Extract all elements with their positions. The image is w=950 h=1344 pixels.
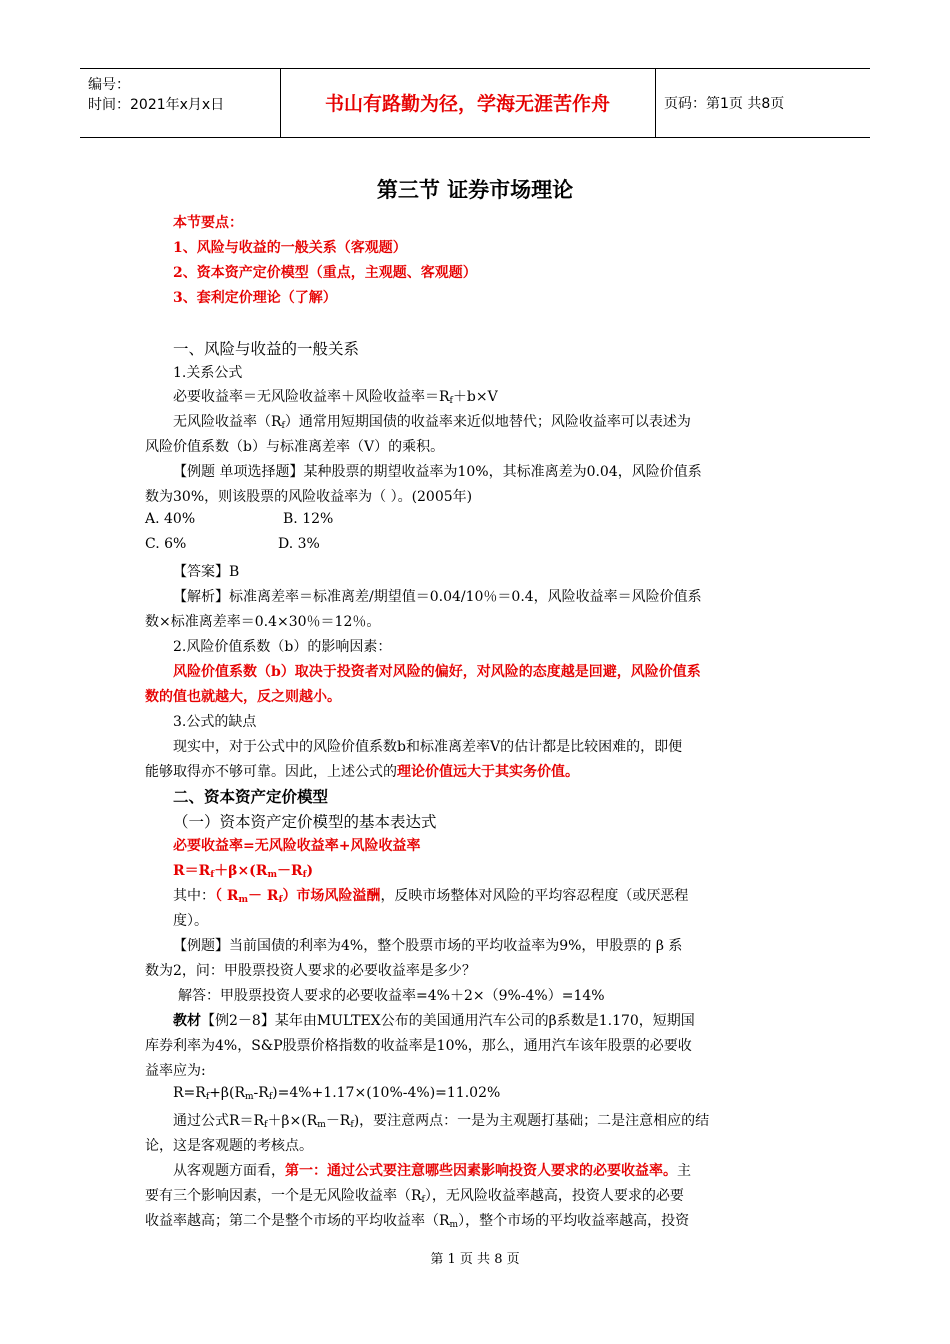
solution-line: 解答：甲股票投资人要求的必要收益率=4%＋2×（9%-4%）=14% <box>178 988 605 1004</box>
explanation-line: 数×标准离差率＝0.4×30％＝12％。 <box>145 614 381 630</box>
example-line: 数为2，问：甲股票投资人要求的必要收益率是多少？ <box>145 963 476 979</box>
paragraph-line: 其中：（ $R_m- R_f$）市场风险溢酬，反映市场整体对风险的平均容忍程度（或厌恶程 <box>173 888 689 905</box>
section-heading: 二、资本资产定价模型 <box>173 787 329 806</box>
formula-text: 必要收益率=无风险收益率+风险收益率 <box>173 838 421 854</box>
header-divider <box>655 69 656 137</box>
section-title: 第三节 证券市场理论 <box>376 178 574 202</box>
section-heading: 一、风险与收益的一般关系 <box>173 340 360 358</box>
highlight-line: 数的值也就越大，反之则越小。 <box>145 689 341 705</box>
paragraph-line: 从客观题方面看，第一：通过公式要注意哪些因素影响投资人要求的必要收益率。主 <box>173 1163 691 1179</box>
example-line: 【例题 单项选择题】某种股票的期望收益率为10%，其标准离差为0.04，风险价值系 <box>173 464 702 480</box>
example-line: 数为30%，则该股票的风险收益率为（ ）。(2005年) <box>145 489 473 505</box>
paragraph-line: 无风险收益率$(R_f)$通常用短期国债的收益率来近似地替代；风险收益率可以表述为 <box>173 414 691 431</box>
motto: 书山有路勤为径，学海无涯苦作舟 <box>324 93 610 115</box>
calculation: $R=R_f+\beta(R_m-R_f)=4\%+1.17\times(10\%-4\%)=11.02\%$ <box>173 1085 501 1102</box>
paragraph-line: 能够取得亦不够可靠。因此，上述公式的理论价值远大于其实务价值。 <box>145 764 579 780</box>
highlight-line: 风险价值系数（b）取决于投资者对风险的偏好，对风险的态度越是回避，风险价值系 <box>173 664 701 680</box>
textbook-example-line: 益率应为: <box>145 1063 206 1079</box>
option-b: B. 12% <box>283 511 334 527</box>
code-label: 编号： <box>88 77 130 93</box>
option-c: C. 6% <box>145 536 187 552</box>
paragraph-line: 通过公式$R=R_f+\beta\times(R_m-R_f)$，要注意两点：一是为主观题打基础；二是注意相应的结 <box>173 1113 710 1130</box>
explanation-line: 【解析】标准离差率＝标准离差/期望值＝0.04/10％＝0.4，风险收益率＝风险价值系 <box>173 589 702 605</box>
page-header <box>80 68 870 138</box>
textbook-example-line: 教材【例2－8】某年由MULTEX公布的美国通用汽车公司的β系数是1.170，短期国 <box>173 1013 695 1029</box>
subheading: 1.关系公式 <box>173 365 243 381</box>
key-point: 1、风险与收益的一般关系（客观题） <box>173 240 407 256</box>
key-point: 2、资本资产定价模型（重点，主观题、客观题） <box>173 265 477 281</box>
textbook-example-line: 库券利率为4%，S&P股票价格指数的收益率是10%，那么，通用汽车该年股票的必要收 <box>145 1038 692 1054</box>
paragraph-line: 要有三个影响因素，一个是无风险收益率$(R_f)$，无风险收益率越高，投资人要求的必要 <box>145 1188 684 1205</box>
paragraph-line: 收益率越高；第二个是整个市场的平均收益率$(R_m)$，整个市场的平均收益率越高，投资 <box>145 1213 690 1230</box>
subheading: 3.公式的缺点 <box>173 714 257 730</box>
paragraph-line: 现实中，对于公式中的风险价值系数b和标准离差率V的估计都是比较困难的，即便 <box>173 739 683 755</box>
option-d: D. 3% <box>278 536 320 552</box>
paragraph-line: 度）。 <box>173 913 208 929</box>
subheading: （一）资本资产定价模型的基本表达式 <box>173 813 437 831</box>
formula: 必要收益率＝无风险收益率＋风险收益率$=R_f+b\times V$ <box>173 389 498 406</box>
key-points-heading: 本节要点： <box>173 215 243 231</box>
header-left <box>88 75 224 115</box>
paragraph-line: 风险价值系数（b）与标准离差率（V）的乘积。 <box>145 439 445 455</box>
subheading: 2.风险价值系数（b）的影响因素： <box>173 639 392 655</box>
paragraph-line: 论，这是客观题的考核点。 <box>145 1138 313 1154</box>
example-line: 【例题】当前国债的利率为4%，整个股票市场的平均收益率为9%，甲股票的 β 系 <box>173 938 683 954</box>
page-info: 页码：第1页 共8页 <box>664 96 785 112</box>
key-point: 3、套利定价理论（了解） <box>173 290 337 306</box>
time-label: 时间：2021年x月x日 <box>88 97 225 113</box>
capm-formula: $R=R_f+\beta\times(R_m-R_f)$ <box>173 863 314 880</box>
page-footer: 第 1 页 共 8 页 <box>430 1252 520 1267</box>
option-a: A. 40% <box>145 511 196 527</box>
answer: 【答案】B <box>173 564 240 580</box>
